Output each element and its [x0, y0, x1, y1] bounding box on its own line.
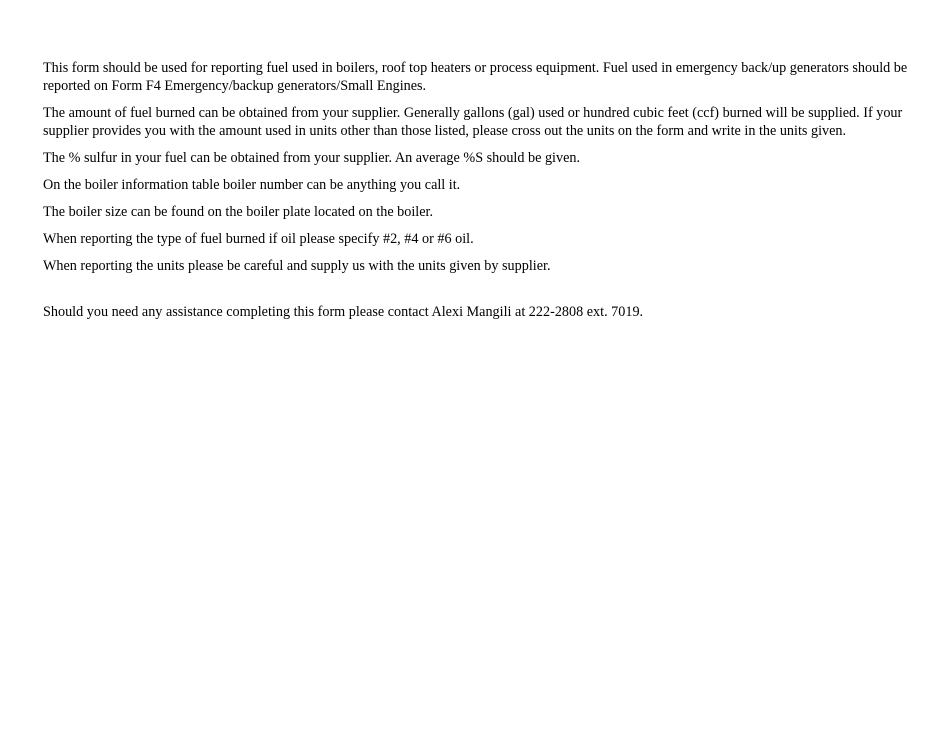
instructions-text [43, 59, 913, 330]
paragraph-fuel-amount: The amount of fuel burned can be obtained from your supplier. Generally gallons (gal) used or hundred cubic feet (ccf) burned will be supplied. If your supplier provides you with the amount used in units other than those listed, please cross out the units on the form and write in the units given. [43, 105, 903, 139]
paragraph-fuel-usage: This form should be used for reporting fuel used in boilers, roof top heaters or process equipment. Fuel used in emergency back/up generators should be reported on Form F4 Emergency/backup generators/Small Engines. [43, 60, 908, 94]
paragraph-contact: Should you need any assistance completing this form please contact Alexi Mangili at 222-2808 ext. 7019. [43, 304, 644, 320]
paragraph-sulfur: The % sulfur in your fuel can be obtained from your supplier. An average %S should be given. [43, 150, 581, 166]
paragraph-units: When reporting the units please be careful and supply us with the units given by supplier. [43, 258, 551, 274]
paragraph-boiler-size: The boiler size can be found on the boiler plate located on the boiler. [43, 204, 434, 220]
paragraph-fuel-type: When reporting the type of fuel burned if oil please specify #2, #4 or #6 oil. [43, 231, 474, 247]
paragraph-boiler-number: On the boiler information table boiler number can be anything you call it. [43, 177, 461, 193]
